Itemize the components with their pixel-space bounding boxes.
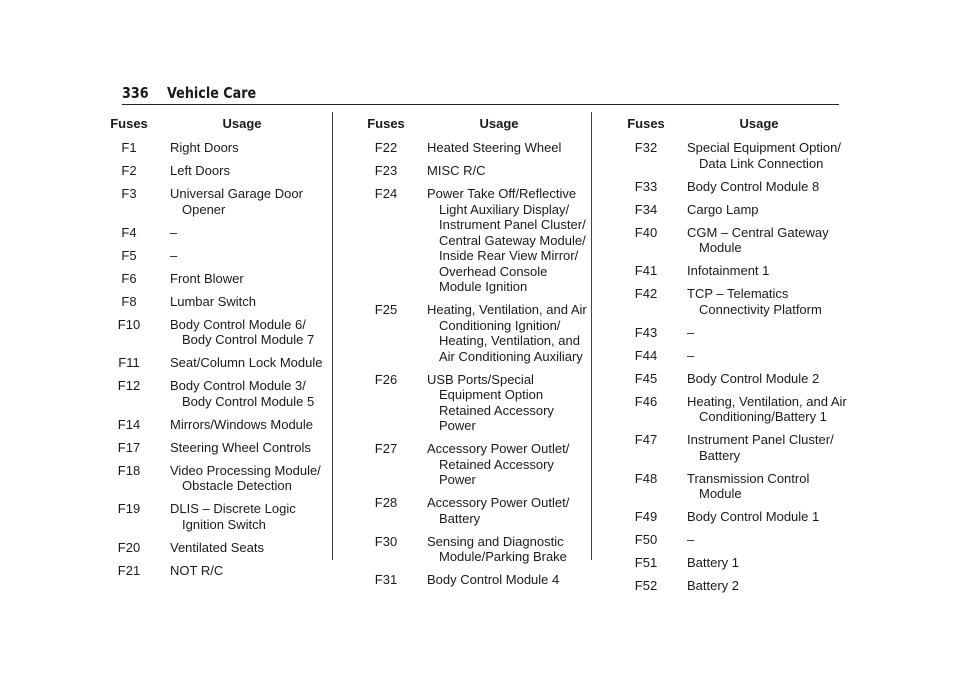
fuse-id: F12 xyxy=(117,378,141,393)
table-row xyxy=(617,325,847,341)
fuse-id: F8 xyxy=(121,293,137,309)
table-row xyxy=(100,440,332,456)
fuse-usage: Infotainment 1 xyxy=(687,263,770,278)
fuse-usage: Body Control Module 3/ Body Control Module 5 xyxy=(170,378,315,409)
fuse-usage: – xyxy=(687,324,695,340)
fuse-usage: DLIS – Discrete Logic Ignition Switch xyxy=(170,501,296,532)
table-row xyxy=(617,263,847,279)
column-divider xyxy=(332,112,333,560)
fuse-usage: Mirrors/Windows Module xyxy=(170,416,314,432)
fuse-usage: NOT R/C xyxy=(170,562,224,578)
fuse-usage: MISC R/C xyxy=(427,163,486,178)
fuse-usage: Ventilated Seats xyxy=(170,539,264,555)
table-row xyxy=(617,286,847,317)
table-row xyxy=(357,534,590,565)
fuse-table-column-3 xyxy=(617,116,847,601)
fuse-id: F6 xyxy=(121,270,137,286)
table-row xyxy=(100,501,332,532)
table-row xyxy=(357,302,590,364)
fuse-usage: Transmission Control Module xyxy=(687,470,810,501)
fuse-usage: – xyxy=(687,532,695,547)
fuse-usage: Front Blower xyxy=(170,270,244,286)
fuse-usage: Lumbar Switch xyxy=(170,293,256,309)
table-row xyxy=(100,540,332,556)
table-row xyxy=(617,509,847,525)
fuse-id: F20 xyxy=(117,539,141,555)
fuse-id: F18 xyxy=(117,462,141,478)
fuse-usage: – xyxy=(170,247,178,263)
fuse-usage: Special Equipment Option/ Data Link Connection xyxy=(687,140,841,171)
table-row xyxy=(617,202,847,218)
table-row xyxy=(617,555,847,571)
table-row xyxy=(357,572,590,588)
fuse-id: F51 xyxy=(634,555,658,570)
fuse-usage: Body Control Module 6/ Body Control Module 7 xyxy=(170,316,315,347)
fuse-id: F25 xyxy=(374,302,398,317)
fuse-id: F45 xyxy=(634,370,658,386)
fuse-usage: Sensing and Diagnostic Module/Parking Brake xyxy=(427,533,567,564)
table-row xyxy=(617,225,847,256)
fuse-id: F40 xyxy=(634,224,658,240)
fuse-usage: Body Control Module 1 xyxy=(687,509,820,524)
fuse-usage: Seat/Column Lock Module xyxy=(170,355,323,370)
table-row xyxy=(100,563,332,579)
fuse-id: F41 xyxy=(634,263,658,278)
fuse-id: F46 xyxy=(634,393,658,409)
fuses-header: Fuses xyxy=(627,116,665,131)
fuse-usage: Battery 1 xyxy=(687,555,740,570)
table-row xyxy=(617,471,847,502)
table-row xyxy=(357,140,590,156)
fuse-usage: Instrument Panel Cluster/ Battery xyxy=(687,432,834,463)
table-row xyxy=(100,163,332,179)
fuse-usage: USB Ports/Special Equipment Option Retained Accessory Power xyxy=(427,371,554,433)
column-divider xyxy=(591,112,592,560)
table-row xyxy=(617,179,847,195)
fuse-id: F33 xyxy=(634,178,658,194)
fuse-usage: – xyxy=(687,347,695,363)
fuse-id: F21 xyxy=(117,562,141,578)
fuse-usage: Accessory Power Outlet/ Retained Accessory Power xyxy=(427,441,570,487)
fuse-id: F49 xyxy=(634,509,658,524)
table-row xyxy=(100,186,332,217)
fuse-usage: Video Processing Module/ Obstacle Detection xyxy=(170,462,321,493)
fuse-id: F3 xyxy=(121,186,137,201)
fuse-usage: Body Control Module 4 xyxy=(427,572,560,587)
fuse-rows xyxy=(357,140,590,588)
column-header xyxy=(100,116,332,140)
table-row xyxy=(100,355,332,371)
table-row xyxy=(617,578,847,594)
fuse-usage: Universal Garage Door Opener xyxy=(170,186,303,217)
fuse-usage: Power Take Off/Reflective Light Auxiliary Display/ Instrument Panel Cluster/ Central Gateway Module/ Inside Rear View Mirror/ Overhead Console Module Ignition xyxy=(427,186,586,294)
fuse-id: F44 xyxy=(634,347,658,363)
fuse-usage: Left Doors xyxy=(170,163,230,178)
fuse-table-column-2 xyxy=(357,116,590,595)
fuse-usage: Steering Wheel Controls xyxy=(170,439,311,455)
table-row xyxy=(617,348,847,364)
fuse-usage: Heating, Ventilation, and Air Conditioning/Battery 1 xyxy=(687,393,847,424)
table-row xyxy=(100,225,332,241)
section-title: Vehicle Care xyxy=(167,84,257,102)
usage-header: Usage xyxy=(479,116,519,131)
fuse-usage: Heating, Ventilation, and Air Conditioning Ignition/ Heating, Ventilation, and Air Conditioning Auxiliary xyxy=(427,302,587,364)
fuse-usage: CGM – Central Gateway Module xyxy=(687,224,829,255)
table-row xyxy=(357,495,590,526)
fuse-id: F5 xyxy=(121,247,137,263)
table-row xyxy=(617,371,847,387)
fuse-id: F34 xyxy=(634,201,658,217)
usage-header: Usage xyxy=(222,116,262,131)
fuse-id: F19 xyxy=(117,501,141,516)
table-row xyxy=(100,271,332,287)
fuse-id: F43 xyxy=(634,324,658,340)
column-header xyxy=(357,116,590,140)
fuse-id: F1 xyxy=(121,140,137,155)
fuse-usage: Battery 2 xyxy=(687,578,740,593)
fuse-id: F26 xyxy=(374,371,398,387)
table-row xyxy=(100,378,332,409)
fuse-id: F52 xyxy=(634,578,658,593)
fuse-table-column-1 xyxy=(100,116,332,586)
fuse-id: F10 xyxy=(117,316,141,332)
fuse-id: F50 xyxy=(634,532,658,547)
fuse-id: F28 xyxy=(374,495,398,510)
fuse-usage: TCP – Telematics Connectivity Platform xyxy=(687,286,822,317)
fuse-usage: Body Control Module 8 xyxy=(687,178,820,194)
table-row xyxy=(617,432,847,463)
fuse-usage: Cargo Lamp xyxy=(687,201,759,217)
fuse-id: F23 xyxy=(374,163,398,178)
table-row xyxy=(100,294,332,310)
table-row xyxy=(100,140,332,156)
fuse-usage: Right Doors xyxy=(170,140,239,155)
table-row xyxy=(357,186,590,295)
table-row xyxy=(100,417,332,433)
fuse-rows xyxy=(100,140,332,578)
fuse-id: F32 xyxy=(634,140,658,155)
column-header xyxy=(617,116,847,140)
table-row xyxy=(617,532,847,548)
table-row xyxy=(100,248,332,264)
usage-header: Usage xyxy=(739,116,779,131)
fuse-usage: Accessory Power Outlet/ Battery xyxy=(427,495,570,526)
fuse-id: F24 xyxy=(374,186,398,201)
fuse-id: F14 xyxy=(117,416,141,432)
table-row xyxy=(357,372,590,434)
fuse-id: F17 xyxy=(117,439,141,455)
fuse-id: F4 xyxy=(121,224,137,240)
fuses-header: Fuses xyxy=(367,116,405,131)
fuses-header: Fuses xyxy=(110,116,148,131)
table-row xyxy=(617,140,847,171)
fuse-id: F31 xyxy=(374,572,398,587)
fuse-id: F30 xyxy=(374,533,398,549)
table-row xyxy=(100,463,332,494)
fuse-rows xyxy=(617,140,847,594)
fuse-id: F27 xyxy=(374,441,398,456)
fuse-usage: – xyxy=(170,224,178,240)
fuse-id: F48 xyxy=(634,470,658,486)
table-row xyxy=(100,317,332,348)
page-header xyxy=(122,84,839,105)
fuse-id: F2 xyxy=(121,163,137,178)
table-row xyxy=(617,394,847,425)
page-number: 336 xyxy=(122,84,149,102)
fuse-id: F42 xyxy=(634,286,658,301)
fuse-usage: Body Control Module 2 xyxy=(687,370,820,386)
fuse-id: F11 xyxy=(118,355,140,370)
fuse-id: F47 xyxy=(634,432,658,447)
fuse-id: F22 xyxy=(374,140,398,155)
table-row xyxy=(357,441,590,488)
fuse-usage: Heated Steering Wheel xyxy=(427,140,562,155)
table-row xyxy=(357,163,590,179)
